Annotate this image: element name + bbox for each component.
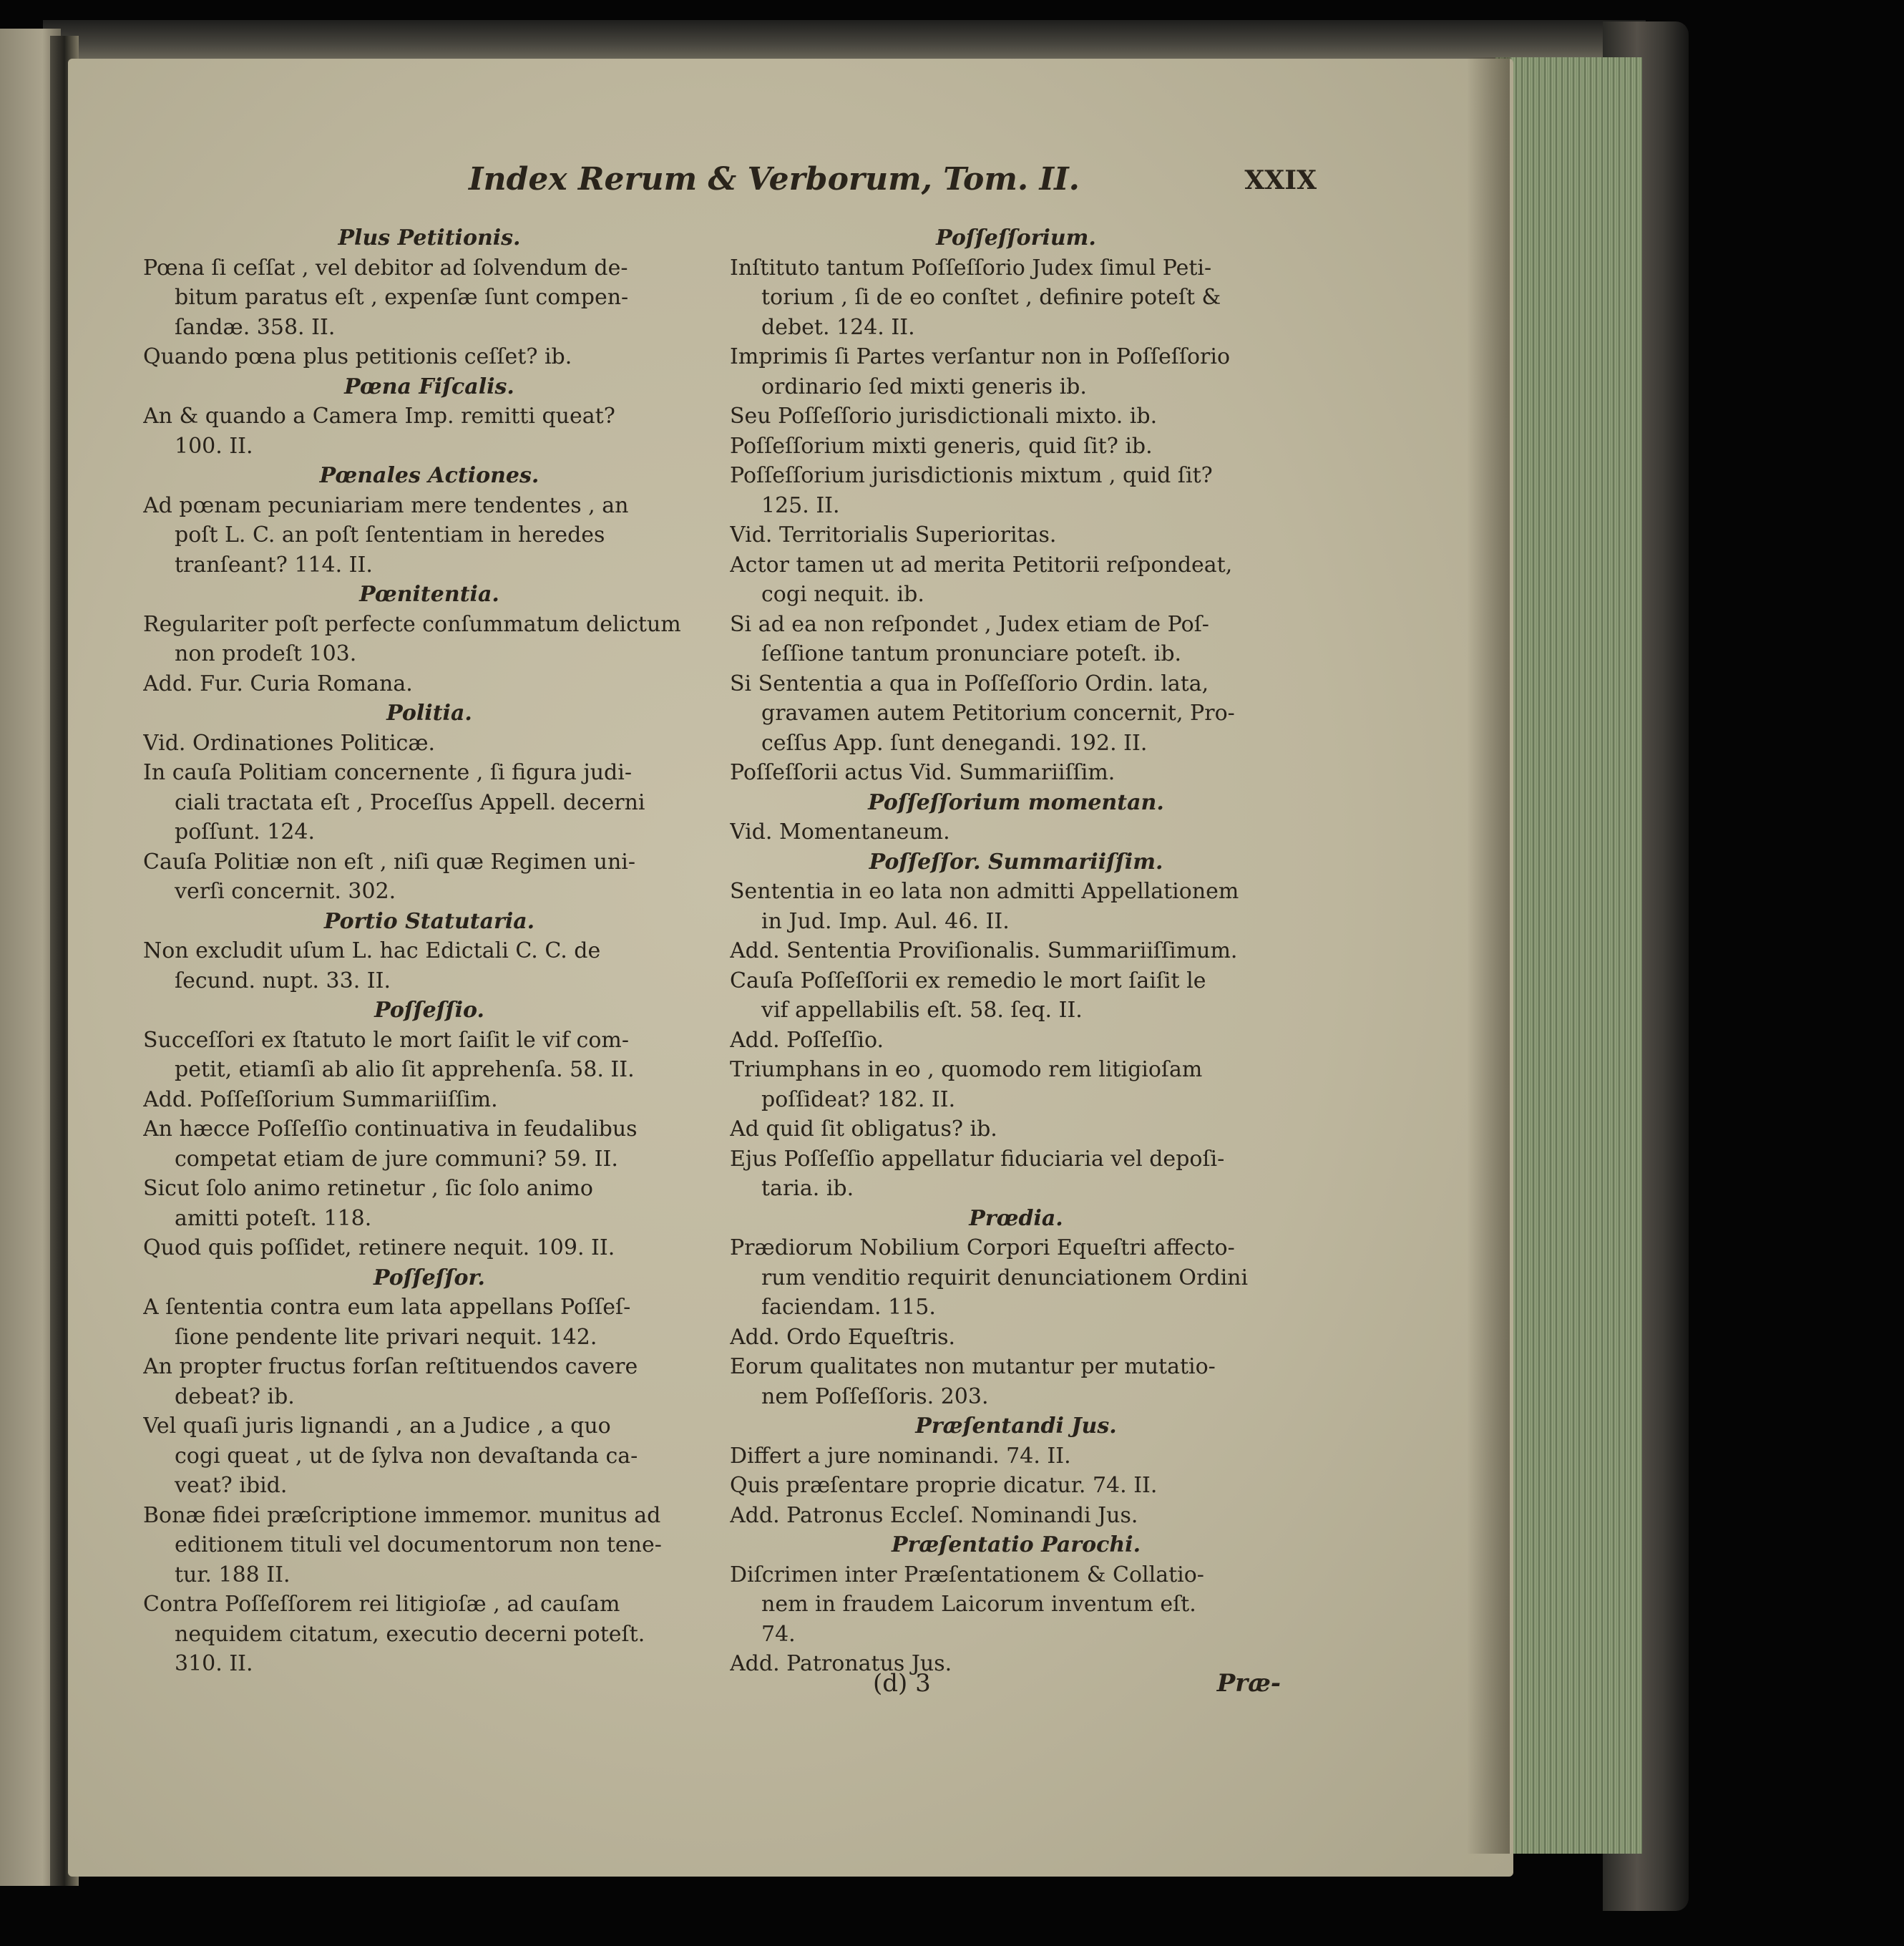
index-entry: Poſſeſſorium mixti generis, quid ſit? ib. bbox=[730, 433, 1153, 459]
entry-continuation: 310. II. bbox=[175, 1651, 253, 1676]
index-heading: Plus Petitionis. bbox=[338, 225, 521, 250]
index-entry: Add. Poſſeſſorium Summariiſſim. bbox=[143, 1086, 498, 1112]
entry-continuation: ſandæ. 358. II. bbox=[175, 314, 336, 340]
index-entry: Imprimis ſi Partes verſantur non in Poſſeſſorio bbox=[730, 344, 1231, 369]
book-cover-top bbox=[43, 20, 1646, 60]
entry-continuation: gravamen autem Petitorium concernit, Pro- bbox=[761, 701, 1235, 726]
index-entry: Si ad ea non reſpondet , Judex etiam de Poſ- bbox=[730, 611, 1209, 637]
index-entry: Vid. Ordinationes Politicæ. bbox=[143, 730, 436, 756]
index-heading: Poſſeſſor. Summariiſſim. bbox=[869, 849, 1163, 875]
index-entry: Contra Poſſeſſorem rei litigioſæ , ad cauſam bbox=[143, 1592, 620, 1617]
index-entry: Pœna ſi ceſſat , vel debitor ad ſolvendum de- bbox=[143, 255, 628, 281]
index-entry: Add. Ordo Equeſtris. bbox=[730, 1324, 956, 1350]
entry-continuation: debet. 124. II. bbox=[761, 314, 915, 340]
entry-continuation: tur. 188 II. bbox=[175, 1562, 291, 1587]
index-entry: Poſſeſſorii actus Vid. Summariiſſim. bbox=[730, 760, 1115, 785]
entry-continuation: cogi nequit. ib. bbox=[761, 582, 924, 607]
entry-continuation: faciendam. 115. bbox=[761, 1295, 936, 1320]
index-heading: Prœdia. bbox=[969, 1205, 1063, 1231]
index-heading: Politia. bbox=[386, 701, 472, 726]
index-entry: Non excludit uſum L. hac Edictali C. C. de bbox=[143, 938, 601, 963]
entry-continuation: torium , ſi de eo conſtet , definire poteſt & bbox=[761, 285, 1221, 310]
entry-continuation: ordinario ſed mixti generis ib. bbox=[761, 374, 1087, 399]
index-entry: Add. Poſſeſſio. bbox=[730, 1027, 884, 1053]
index-entry: Diſcrimen inter Præſentationem & Collatio- bbox=[730, 1562, 1204, 1587]
entry-continuation: bitum paratus eſt , expenſæ ſunt compen- bbox=[175, 285, 629, 310]
entry-continuation: taria. ib. bbox=[761, 1176, 854, 1201]
entry-continuation: nem in fraudem Laicorum inventum eſt. bbox=[761, 1592, 1196, 1617]
index-entry: An propter fructus forſan reſtituendos cavere bbox=[143, 1354, 638, 1379]
index-heading: Poſſeſſorium. bbox=[936, 225, 1096, 250]
catchword: Præ- bbox=[1216, 1669, 1281, 1698]
entry-continuation: competat etiam de jure communi? 59. II. bbox=[175, 1146, 618, 1172]
index-heading: Poſſeſſor. bbox=[374, 1265, 485, 1290]
index-entry: Quod quis poſſidet, retinere nequit. 109. II. bbox=[143, 1235, 615, 1260]
index-entry: Cauſa Poſſeſſorii ex remedio le mort ſaiſit le bbox=[730, 968, 1206, 993]
index-heading: Portio Statutaria. bbox=[323, 908, 535, 934]
page-footer bbox=[730, 1669, 1302, 1703]
index-entry: Quando pœna plus petitionis ceſſet? ib. bbox=[143, 344, 572, 369]
entry-continuation: verſi concernit. 302. bbox=[175, 879, 396, 904]
entry-continuation: poſſunt. 124. bbox=[175, 819, 316, 845]
entry-continuation: debeat? ib. bbox=[175, 1383, 295, 1409]
index-heading: Præſentatio Parochi. bbox=[891, 1532, 1141, 1557]
index-entry: Regulariter poſt perfecte conſummatum delictum bbox=[143, 611, 681, 637]
index-entry: Succeſſori ex ſtatuto le mort ſaiſit le vif com- bbox=[143, 1027, 629, 1053]
entry-continuation: 125. II. bbox=[761, 492, 840, 518]
index-entry: Inſtituto tantum Poſſeſſorio Judex ſimul Peti- bbox=[730, 255, 1212, 281]
entry-continuation: ſecund. nupt. 33. II. bbox=[175, 968, 391, 993]
index-entry: An hæcce Poſſeſſio continuativa in feudalibus bbox=[143, 1116, 638, 1142]
index-entry: Add. Patronus Eccleſ. Nominandi Jus. bbox=[730, 1502, 1138, 1528]
index-entry: Eorum qualitates non mutantur per mutatio- bbox=[730, 1354, 1216, 1379]
index-entry: Differt a jure nominandi. 74. II. bbox=[730, 1443, 1071, 1469]
index-heading: Poſſeſſio. bbox=[374, 998, 484, 1023]
index-entry: Ad quid ſit obligatus? ib. bbox=[730, 1116, 997, 1142]
index-entry: Vid. Momentaneum. bbox=[730, 819, 950, 845]
index-entry: Vid. Territorialis Superioritas. bbox=[730, 522, 1057, 548]
index-entry: Vel quaſi juris lignandi , an a Judice , a quo bbox=[143, 1414, 611, 1439]
index-entry: Quis præſentare proprie dicatur. 74. II. bbox=[730, 1473, 1158, 1498]
entry-continuation: ſeſſione tantum pronunciare poteſt. ib. bbox=[761, 641, 1182, 666]
index-heading: Poſſeſſorium momentan. bbox=[868, 789, 1164, 815]
index-column-right bbox=[730, 223, 1302, 1683]
entry-continuation: ſione pendente lite privari nequit. 142. bbox=[175, 1324, 597, 1350]
entry-continuation: in Jud. Imp. Aul. 46. II. bbox=[761, 908, 1010, 934]
page-edges bbox=[1495, 57, 1642, 1854]
index-entry: Si Sententia a qua in Poſſeſſorio Ordin. lata, bbox=[730, 671, 1209, 696]
entry-continuation: 100. II. bbox=[175, 433, 253, 459]
index-entry: Ad pœnam pecuniariam mere tendentes , an bbox=[143, 492, 629, 518]
index-entry: Prædiorum Nobilium Corpori Equeſtri affecto- bbox=[730, 1235, 1235, 1260]
index-entry: Add. Fur. Curia Romana. bbox=[143, 671, 413, 696]
entry-continuation: editionem tituli vel documentorum non tene- bbox=[175, 1532, 662, 1557]
entry-continuation: tranſeant? 114. II. bbox=[175, 552, 373, 578]
entry-continuation: cogi queat , ut de ſylva non devaſtanda ca- bbox=[175, 1443, 638, 1469]
index-entry: Seu Poſſeſſorio jurisdictionali mixto. ib. bbox=[730, 404, 1158, 429]
entry-continuation: amitti poteſt. 118. bbox=[175, 1205, 372, 1231]
entry-continuation: 74. bbox=[761, 1621, 796, 1647]
page-edge-shadow bbox=[1467, 57, 1510, 1854]
index-entry: Sententia in eo lata non admitti Appellationem bbox=[730, 879, 1239, 904]
running-header bbox=[469, 161, 1327, 211]
index-entry: Cauſa Politiæ non eſt , niſi quæ Regimen uni- bbox=[143, 849, 636, 875]
entry-continuation: ciali tractata eſt , Proceſſus Appell. decerni bbox=[175, 789, 645, 815]
index-entry: Poſſeſſorium jurisdictionis mixtum , quid ſit? bbox=[730, 463, 1213, 488]
signature-mark: (d) 3 bbox=[873, 1669, 931, 1698]
index-entry: Actor tamen ut ad merita Petitorii reſpondeat, bbox=[730, 552, 1233, 578]
index-entry: An & quando a Camera Imp. remitti queat? bbox=[143, 404, 615, 429]
running-title: Index Rerum & Verborum, Tom. II. bbox=[469, 161, 1080, 198]
entry-continuation: vif appellabilis eſt. 58. ſeq. II. bbox=[761, 998, 1083, 1023]
index-entry: Ejus Poſſeſſio appellatur fiduciaria vel depoſi- bbox=[730, 1146, 1225, 1172]
index-heading: Præſentandi Jus. bbox=[915, 1414, 1117, 1439]
index-entry: Add. Sententia Proviſionalis. Summariiſſimum. bbox=[730, 938, 1238, 963]
entry-continuation: poſſideat? 182. II. bbox=[761, 1086, 956, 1112]
index-entry: Triumphans in eo , quomodo rem litigioſam bbox=[730, 1057, 1203, 1082]
index-entry: A ſententia contra eum lata appellans Poſſeſ- bbox=[143, 1295, 631, 1320]
index-column-left bbox=[143, 223, 716, 1683]
entry-continuation: petit, etiamſi ab alio ſit apprehenſa. 58. II. bbox=[175, 1057, 635, 1082]
index-heading: Pœna Fiſcalis. bbox=[344, 374, 514, 399]
entry-continuation: nequidem citatum, executio decerni poteſt. bbox=[175, 1621, 645, 1647]
index-entry: Sicut ſolo animo retinetur , ſic ſolo animo bbox=[143, 1176, 593, 1201]
entry-continuation: veat? ibid. bbox=[175, 1473, 288, 1498]
entry-continuation: ceſſus App. ſunt denegandi. 192. II. bbox=[761, 730, 1148, 756]
index-entry: Bonæ fidei præſcriptione immemor. munitus ad bbox=[143, 1502, 661, 1528]
entry-continuation: rum venditio requirit denunciationem Ordini bbox=[761, 1265, 1249, 1290]
index-heading: Pœnitentia. bbox=[359, 582, 499, 607]
folio-number: XXIX bbox=[1244, 165, 1317, 195]
index-entry: Add. Patronatus Jus. bbox=[730, 1651, 952, 1676]
entry-continuation: poſt L. C. an poſt ſententiam in heredes bbox=[175, 522, 605, 548]
entry-continuation: nem Poſſeſſoris. 203. bbox=[761, 1383, 989, 1409]
index-heading: Pœnales Actiones. bbox=[319, 463, 540, 488]
index-entry: In cauſa Politiam concernente , ſi figura judi- bbox=[143, 760, 632, 785]
entry-continuation: non prodeſt 103. bbox=[175, 641, 357, 666]
